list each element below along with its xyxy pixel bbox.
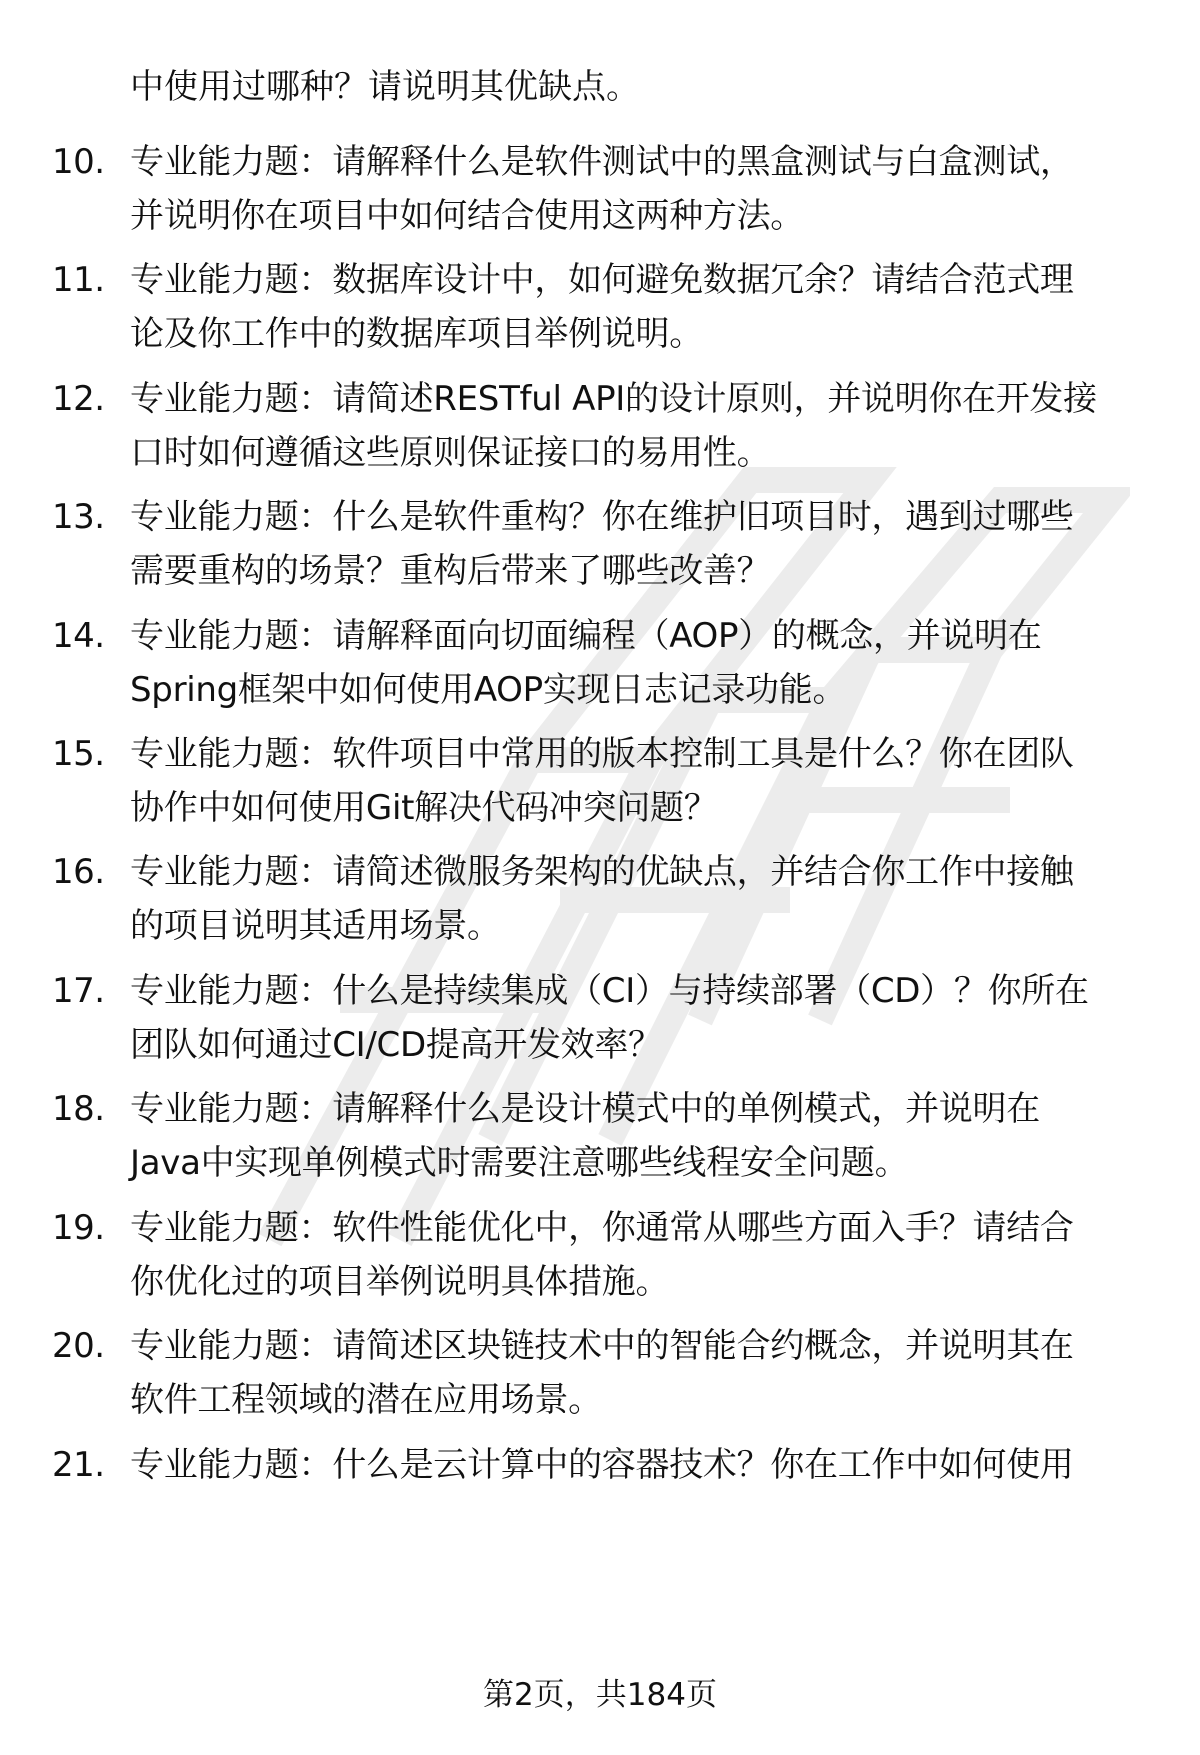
question-number: 14. xyxy=(52,616,105,656)
question-text-line2: 软件工程领域的潜在应用场景。 xyxy=(130,1380,602,1420)
question-number: 16. xyxy=(52,852,105,892)
question-text-line2: 你优化过的项目举例说明具体措施。 xyxy=(130,1262,670,1302)
question-number: 10. xyxy=(52,142,105,182)
question-number: 18. xyxy=(52,1089,105,1129)
question-text-line2: Spring框架中如何使用AOP实现日志记录功能。 xyxy=(130,670,847,710)
question-number: 11. xyxy=(52,260,105,300)
question-number: 15. xyxy=(52,734,105,774)
question-text-line2: 协作中如何使用Git解决代码冲突问题？ xyxy=(130,788,718,828)
question-text-line2: 需要重构的场景？重构后带来了哪些改善？ xyxy=(130,551,771,591)
question-text-line2: 口时如何遵循这些原则保证接口的易用性。 xyxy=(130,433,771,473)
question-text-line2: 的项目说明其适用场景。 xyxy=(130,906,501,946)
question-text-line1: 专业能力题：请解释什么是软件测试中的黑盒测试与白盒测试， xyxy=(130,142,1074,182)
question-number: 19. xyxy=(52,1208,105,1248)
question-text-line1: 专业能力题：什么是软件重构？你在维护旧项目时，遇到过哪些 xyxy=(130,497,1074,537)
question-text-line1: 专业能力题：软件性能优化中，你通常从哪些方面入手？请结合 xyxy=(130,1208,1074,1248)
question-text-line2: 并说明你在项目中如何结合使用这两种方法。 xyxy=(130,196,804,236)
question-text-line2: 论及你工作中的数据库项目举例说明。 xyxy=(130,314,703,354)
question-number: 21. xyxy=(52,1445,105,1485)
question-text-line2: Java中实现单例模式时需要注意哪些线程安全问题。 xyxy=(130,1143,909,1183)
question-text-line1: 专业能力题：请解释面向切面编程（AOP）的概念，并说明在 xyxy=(130,616,1042,656)
question-text-line1: 专业能力题：请简述RESTful API的设计原则，并说明你在开发接 xyxy=(130,379,1097,419)
question-text-line1: 专业能力题：请简述区块链技术中的智能合约概念，并说明其在 xyxy=(130,1326,1074,1366)
page-indicator: 第2页，共184页 xyxy=(483,1677,717,1713)
question-text-line2: 团队如何通过CI/CD提高开发效率？ xyxy=(130,1025,662,1065)
question-number: 13. xyxy=(52,497,105,537)
question-text-line1: 专业能力题：请简述微服务架构的优缺点，并结合你工作中接触 xyxy=(130,852,1074,892)
question-number: 20. xyxy=(52,1326,105,1366)
question-text-line1: 专业能力题：什么是云计算中的容器技术？你在工作中如何使用 xyxy=(130,1445,1074,1485)
continuation-line: 中使用过哪种？请说明其优缺点。 xyxy=(130,67,640,107)
question-text-line1: 专业能力题：数据库设计中，如何避免数据冗余？请结合范式理 xyxy=(130,260,1074,300)
question-text-line1: 专业能力题：请解释什么是设计模式中的单例模式，并说明在 xyxy=(130,1089,1040,1129)
question-text-line1: 专业能力题：什么是持续集成（CI）与持续部署（CD）？你所在 xyxy=(130,971,1089,1011)
question-number: 17. xyxy=(52,971,105,1011)
question-text-line1: 专业能力题：软件项目中常用的版本控制工具是什么？你在团队 xyxy=(130,734,1074,774)
question-number: 12. xyxy=(52,379,105,419)
